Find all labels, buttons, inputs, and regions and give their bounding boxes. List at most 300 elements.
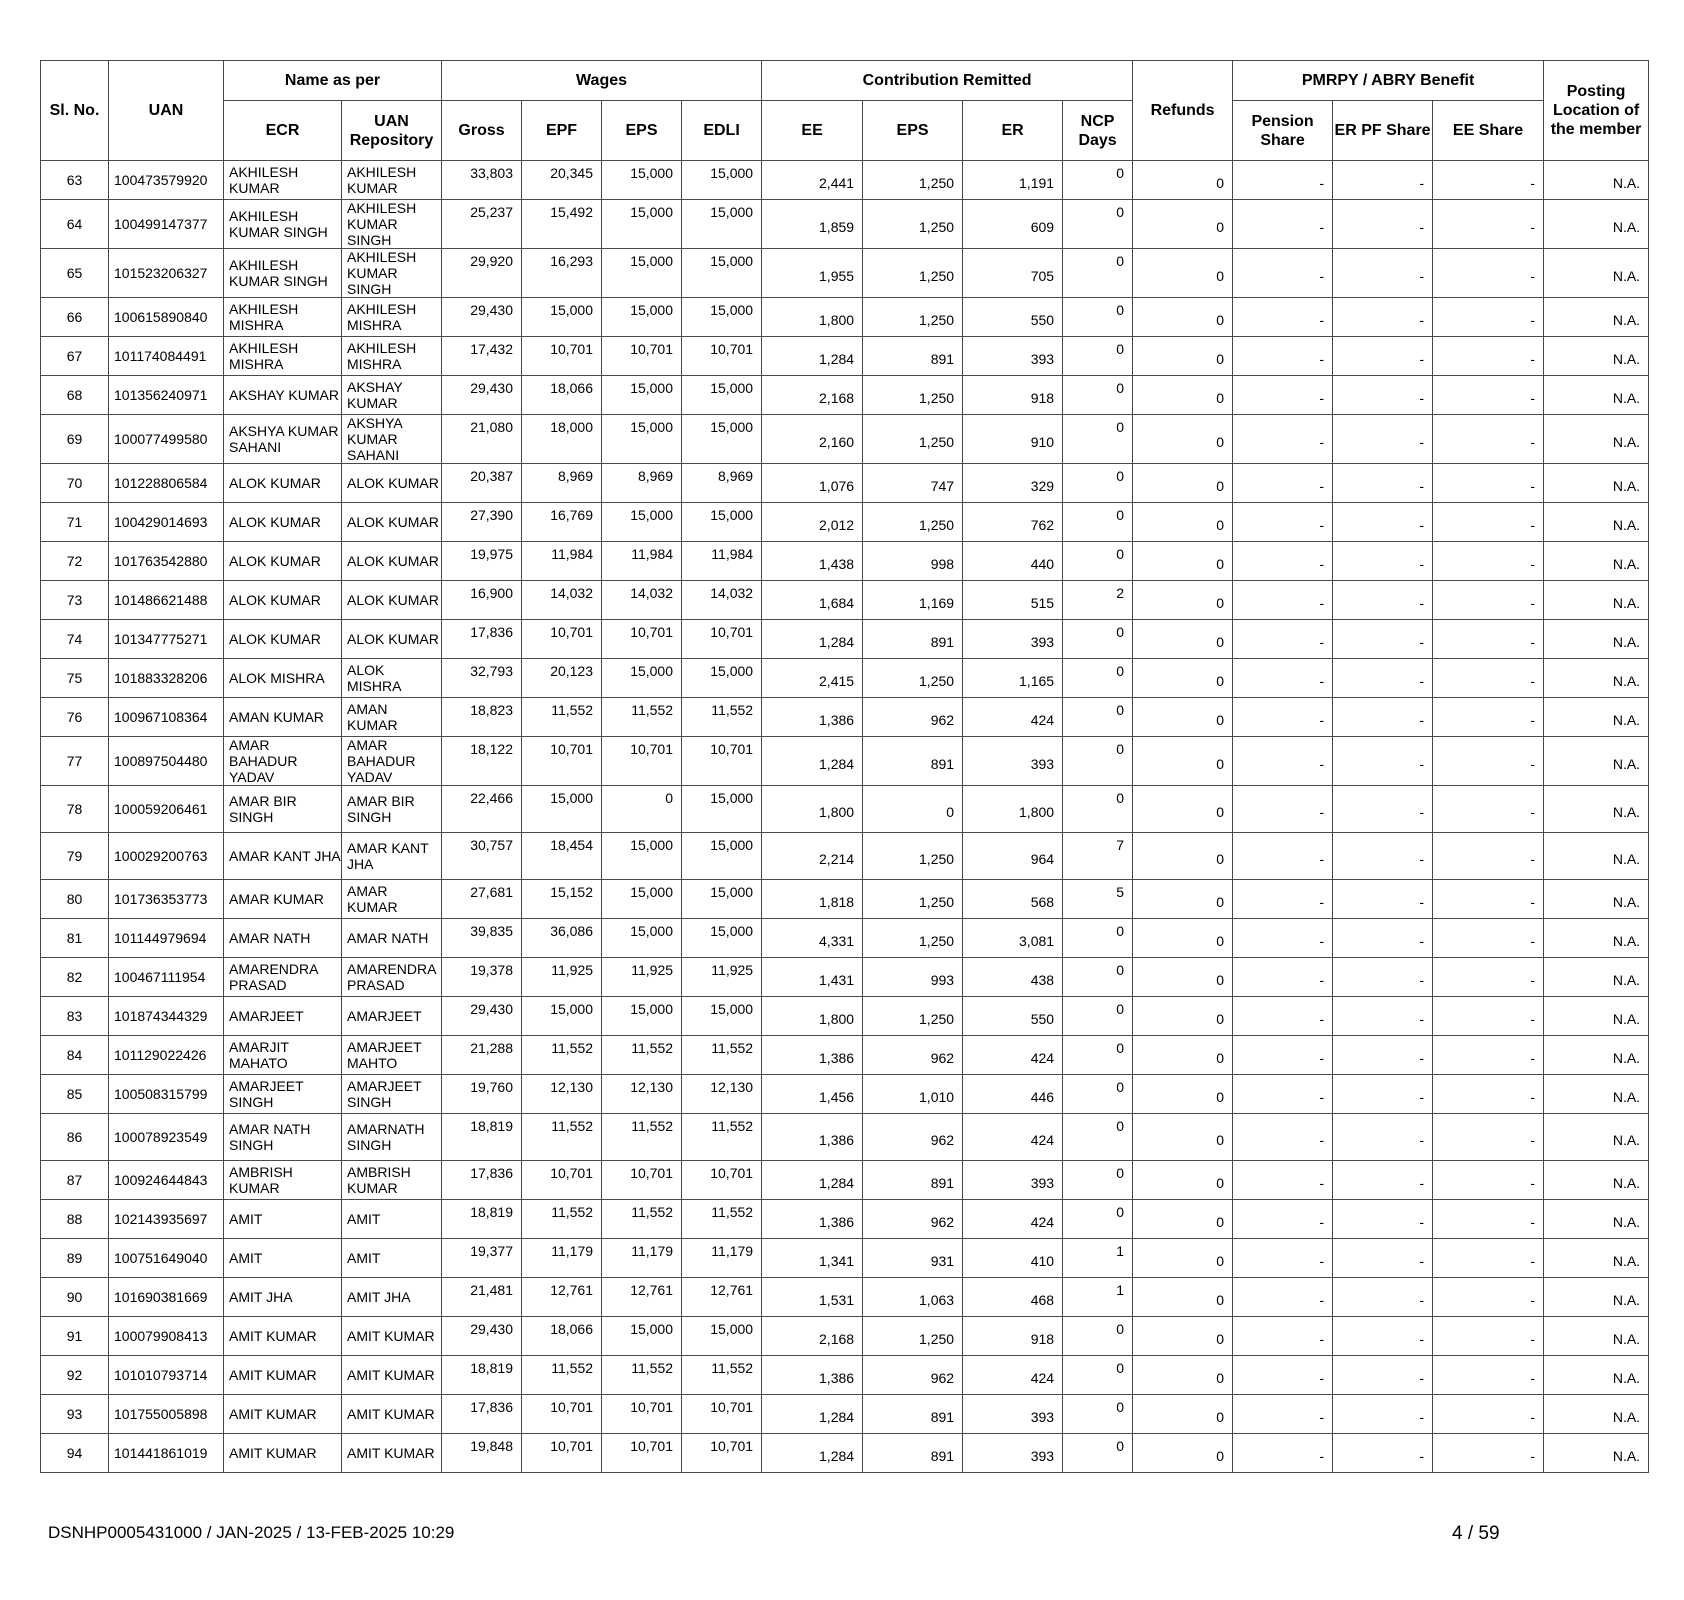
edli-wages-cell: 10,701	[682, 620, 762, 659]
er-pf-share-cell: -	[1333, 1075, 1433, 1114]
er-pf-share-cell: -	[1333, 542, 1433, 581]
header-uan-repository: UAN Repository	[342, 101, 442, 161]
ee-share-cell: -	[1433, 620, 1544, 659]
edli-wages-cell: 15,000	[682, 833, 762, 880]
ncp-days-cell: 0	[1063, 919, 1133, 958]
ee-share-cell: -	[1433, 298, 1544, 337]
ncp-days-cell: 0	[1063, 542, 1133, 581]
ee-share-cell: -	[1433, 503, 1544, 542]
er-contribution-cell: 424	[963, 1356, 1063, 1395]
posting-location-cell: N.A.	[1544, 464, 1649, 503]
eps-contribution-cell: 1,250	[863, 997, 963, 1036]
ee-contribution-cell: 2,012	[762, 503, 863, 542]
ncp-days-cell: 0	[1063, 415, 1133, 464]
er-contribution-cell: 515	[963, 581, 1063, 620]
table-row	[41, 542, 1649, 581]
ee-share-cell: -	[1433, 1161, 1544, 1200]
table-row	[41, 620, 1649, 659]
pension-share-cell: -	[1233, 1036, 1333, 1075]
header-contribution-eps: EPS	[863, 101, 963, 161]
edli-wages-cell: 11,552	[682, 698, 762, 737]
table-row	[41, 581, 1649, 620]
gross-wages-cell: 19,377	[442, 1239, 522, 1278]
pension-share-cell: -	[1233, 581, 1333, 620]
uan-cell: 101755005898	[109, 1395, 224, 1434]
header-er: ER	[963, 101, 1063, 161]
posting-location-cell: N.A.	[1544, 919, 1649, 958]
uan-cell: 100508315799	[109, 1075, 224, 1114]
uan-cell: 101441861019	[109, 1434, 224, 1473]
pension-share-cell: -	[1233, 698, 1333, 737]
ncp-days-cell: 0	[1063, 337, 1133, 376]
er-pf-share-cell: -	[1333, 337, 1433, 376]
epf-wages-cell: 10,701	[522, 337, 602, 376]
ncp-days-cell: 0	[1063, 1434, 1133, 1473]
pension-share-cell: -	[1233, 161, 1333, 200]
ee-contribution-cell: 1,955	[762, 249, 863, 298]
ecr-name-cell: AMAR BIR SINGH	[224, 786, 342, 833]
posting-location-cell: N.A.	[1544, 1200, 1649, 1239]
eps-wages-cell: 12,761	[602, 1278, 682, 1317]
edli-wages-cell: 15,000	[682, 415, 762, 464]
ncp-days-cell: 0	[1063, 464, 1133, 503]
gross-wages-cell: 18,819	[442, 1356, 522, 1395]
ncp-days-cell: 0	[1063, 1075, 1133, 1114]
ee-share-cell: -	[1433, 1317, 1544, 1356]
gross-wages-cell: 16,900	[442, 581, 522, 620]
repository-name-cell: AMAR BAHADUR YADAV	[342, 737, 442, 786]
uan-cell: 101763542880	[109, 542, 224, 581]
pension-share-cell: -	[1233, 659, 1333, 698]
posting-location-cell: N.A.	[1544, 698, 1649, 737]
er-pf-share-cell: -	[1333, 200, 1433, 249]
ee-contribution-cell: 1,386	[762, 1200, 863, 1239]
eps-wages-cell: 11,552	[602, 1114, 682, 1161]
edli-wages-cell: 10,701	[682, 337, 762, 376]
er-contribution-cell: 440	[963, 542, 1063, 581]
epf-wages-cell: 10,701	[522, 1434, 602, 1473]
ecr-name-cell: AMIT	[224, 1239, 342, 1278]
sl-no-cell: 81	[41, 919, 109, 958]
refunds-cell: 0	[1133, 249, 1233, 298]
er-contribution-cell: 910	[963, 415, 1063, 464]
uan-cell: 101174084491	[109, 337, 224, 376]
table-row	[41, 1114, 1649, 1161]
ecr-contribution-table	[40, 60, 1649, 1473]
epf-wages-cell: 18,000	[522, 415, 602, 464]
repository-name-cell: AMIT KUMAR	[342, 1434, 442, 1473]
ncp-days-cell: 0	[1063, 997, 1133, 1036]
uan-cell: 100079908413	[109, 1317, 224, 1356]
ee-share-cell: -	[1433, 659, 1544, 698]
er-pf-share-cell: -	[1333, 958, 1433, 997]
eps-contribution-cell: 1,250	[863, 880, 963, 919]
refunds-cell: 0	[1133, 464, 1233, 503]
eps-wages-cell: 15,000	[602, 200, 682, 249]
refunds-cell: 0	[1133, 833, 1233, 880]
ee-share-cell: -	[1433, 698, 1544, 737]
sl-no-cell: 63	[41, 161, 109, 200]
eps-contribution-cell: 1,250	[863, 919, 963, 958]
ecr-name-cell: AMARJEET	[224, 997, 342, 1036]
eps-wages-cell: 10,701	[602, 1395, 682, 1434]
table-row	[41, 1395, 1649, 1434]
ee-contribution-cell: 4,331	[762, 919, 863, 958]
eps-contribution-cell: 931	[863, 1239, 963, 1278]
repository-name-cell: AMARJEET MAHTO	[342, 1036, 442, 1075]
eps-contribution-cell: 962	[863, 1036, 963, 1075]
er-contribution-cell: 393	[963, 337, 1063, 376]
posting-location-cell: N.A.	[1544, 1278, 1649, 1317]
posting-location-cell: N.A.	[1544, 737, 1649, 786]
pension-share-cell: -	[1233, 1395, 1333, 1434]
edli-wages-cell: 15,000	[682, 376, 762, 415]
er-contribution-cell: 550	[963, 997, 1063, 1036]
ncp-days-cell: 1	[1063, 1278, 1133, 1317]
er-pf-share-cell: -	[1333, 415, 1433, 464]
repository-name-cell: AKSHAY KUMAR	[342, 376, 442, 415]
posting-location-cell: N.A.	[1544, 337, 1649, 376]
ecr-name-cell: AMBRISH KUMAR	[224, 1161, 342, 1200]
er-pf-share-cell: -	[1333, 581, 1433, 620]
refunds-cell: 0	[1133, 1317, 1233, 1356]
header-er-pf-share: ER PF Share	[1333, 101, 1433, 161]
table-row	[41, 1434, 1649, 1473]
table-row	[41, 1239, 1649, 1278]
ee-contribution-cell: 1,800	[762, 298, 863, 337]
refunds-cell: 0	[1133, 542, 1233, 581]
gross-wages-cell: 29,430	[442, 298, 522, 337]
ncp-days-cell: 0	[1063, 249, 1133, 298]
refunds-cell: 0	[1133, 737, 1233, 786]
eps-wages-cell: 11,925	[602, 958, 682, 997]
gross-wages-cell: 29,430	[442, 1317, 522, 1356]
eps-wages-cell: 11,984	[602, 542, 682, 581]
posting-location-cell: N.A.	[1544, 786, 1649, 833]
sl-no-cell: 94	[41, 1434, 109, 1473]
ee-share-cell: -	[1433, 958, 1544, 997]
repository-name-cell: AMIT JHA	[342, 1278, 442, 1317]
pension-share-cell: -	[1233, 376, 1333, 415]
er-contribution-cell: 964	[963, 833, 1063, 880]
ecr-name-cell: AMIT KUMAR	[224, 1356, 342, 1395]
er-contribution-cell: 3,081	[963, 919, 1063, 958]
repository-name-cell: ALOK KUMAR	[342, 581, 442, 620]
ecr-name-cell: ALOK KUMAR	[224, 620, 342, 659]
er-pf-share-cell: -	[1333, 1114, 1433, 1161]
gross-wages-cell: 18,122	[442, 737, 522, 786]
posting-location-cell: N.A.	[1544, 1036, 1649, 1075]
ncp-days-cell: 0	[1063, 1036, 1133, 1075]
eps-contribution-cell: 1,250	[863, 503, 963, 542]
eps-contribution-cell: 891	[863, 1434, 963, 1473]
pension-share-cell: -	[1233, 1278, 1333, 1317]
edli-wages-cell: 10,701	[682, 737, 762, 786]
epf-wages-cell: 11,552	[522, 1036, 602, 1075]
er-pf-share-cell: -	[1333, 833, 1433, 880]
eps-contribution-cell: 962	[863, 1200, 963, 1239]
repository-name-cell: AKSHYA KUMAR SAHANI	[342, 415, 442, 464]
gross-wages-cell: 18,819	[442, 1200, 522, 1239]
epf-wages-cell: 15,000	[522, 786, 602, 833]
pension-share-cell: -	[1233, 1239, 1333, 1278]
er-pf-share-cell: -	[1333, 376, 1433, 415]
ee-share-cell: -	[1433, 1200, 1544, 1239]
gross-wages-cell: 29,920	[442, 249, 522, 298]
gross-wages-cell: 18,823	[442, 698, 522, 737]
edli-wages-cell: 14,032	[682, 581, 762, 620]
eps-contribution-cell: 1,250	[863, 376, 963, 415]
refunds-cell: 0	[1133, 337, 1233, 376]
ee-share-cell: -	[1433, 337, 1544, 376]
ee-contribution-cell: 1,386	[762, 698, 863, 737]
header-ee-share: EE Share	[1433, 101, 1544, 161]
table-row	[41, 958, 1649, 997]
gross-wages-cell: 21,080	[442, 415, 522, 464]
header-pmrpy-abry-benefit: PMRPY / ABRY Benefit	[1233, 61, 1544, 101]
refunds-cell: 0	[1133, 376, 1233, 415]
edli-wages-cell: 15,000	[682, 503, 762, 542]
epf-wages-cell: 18,454	[522, 833, 602, 880]
er-contribution-cell: 424	[963, 1200, 1063, 1239]
pension-share-cell: -	[1233, 249, 1333, 298]
pension-share-cell: -	[1233, 200, 1333, 249]
table-row	[41, 1278, 1649, 1317]
ncp-days-cell: 0	[1063, 620, 1133, 659]
edli-wages-cell: 15,000	[682, 919, 762, 958]
sl-no-cell: 71	[41, 503, 109, 542]
eps-wages-cell: 14,032	[602, 581, 682, 620]
eps-contribution-cell: 1,250	[863, 249, 963, 298]
ee-share-cell: -	[1433, 1075, 1544, 1114]
posting-location-cell: N.A.	[1544, 958, 1649, 997]
table-row	[41, 298, 1649, 337]
posting-location-cell: N.A.	[1544, 620, 1649, 659]
ecr-name-cell: AMAR KUMAR	[224, 880, 342, 919]
eps-wages-cell: 11,552	[602, 1036, 682, 1075]
table-row	[41, 376, 1649, 415]
eps-wages-cell: 0	[602, 786, 682, 833]
er-contribution-cell: 918	[963, 1317, 1063, 1356]
ncp-days-cell: 0	[1063, 958, 1133, 997]
table-row	[41, 1161, 1649, 1200]
posting-location-cell: N.A.	[1544, 659, 1649, 698]
eps-wages-cell: 11,179	[602, 1239, 682, 1278]
ncp-days-cell: 0	[1063, 503, 1133, 542]
edli-wages-cell: 15,000	[682, 880, 762, 919]
edli-wages-cell: 12,761	[682, 1278, 762, 1317]
eps-contribution-cell: 1,250	[863, 659, 963, 698]
ecr-name-cell: AMARJIT MAHATO	[224, 1036, 342, 1075]
ncp-days-cell: 0	[1063, 786, 1133, 833]
header-posting-location: Posting Location of the member	[1544, 61, 1649, 161]
posting-location-cell: N.A.	[1544, 1114, 1649, 1161]
ee-contribution-cell: 2,214	[762, 833, 863, 880]
pension-share-cell: -	[1233, 1317, 1333, 1356]
er-contribution-cell: 393	[963, 1395, 1063, 1434]
table-row	[41, 919, 1649, 958]
uan-cell: 100924644843	[109, 1161, 224, 1200]
epf-wages-cell: 12,761	[522, 1278, 602, 1317]
edli-wages-cell: 11,984	[682, 542, 762, 581]
er-contribution-cell: 393	[963, 1161, 1063, 1200]
er-pf-share-cell: -	[1333, 659, 1433, 698]
edli-wages-cell: 11,925	[682, 958, 762, 997]
repository-name-cell: ALOK KUMAR	[342, 503, 442, 542]
eps-wages-cell: 10,701	[602, 337, 682, 376]
ecr-name-cell: AKHILESH KUMAR SINGH	[224, 249, 342, 298]
repository-name-cell: AMIT KUMAR	[342, 1395, 442, 1434]
uan-cell: 101144979694	[109, 919, 224, 958]
sl-no-cell: 92	[41, 1356, 109, 1395]
pension-share-cell: -	[1233, 298, 1333, 337]
er-contribution-cell: 918	[963, 376, 1063, 415]
er-contribution-cell: 424	[963, 1036, 1063, 1075]
posting-location-cell: N.A.	[1544, 200, 1649, 249]
eps-wages-cell: 10,701	[602, 1434, 682, 1473]
sl-no-cell: 84	[41, 1036, 109, 1075]
uan-cell: 100473579920	[109, 161, 224, 200]
refunds-cell: 0	[1133, 880, 1233, 919]
er-contribution-cell: 568	[963, 880, 1063, 919]
eps-wages-cell: 10,701	[602, 620, 682, 659]
ee-contribution-cell: 1,386	[762, 1114, 863, 1161]
table-row	[41, 200, 1649, 249]
uan-cell: 101010793714	[109, 1356, 224, 1395]
header-eps: EPS	[602, 101, 682, 161]
pension-share-cell: -	[1233, 997, 1333, 1036]
eps-wages-cell: 11,552	[602, 1200, 682, 1239]
ee-share-cell: -	[1433, 833, 1544, 880]
eps-contribution-cell: 1,010	[863, 1075, 963, 1114]
ecr-name-cell: AKSHYA KUMAR SAHANI	[224, 415, 342, 464]
epf-wages-cell: 16,293	[522, 249, 602, 298]
sl-no-cell: 74	[41, 620, 109, 659]
epf-wages-cell: 18,066	[522, 1317, 602, 1356]
gross-wages-cell: 39,835	[442, 919, 522, 958]
eps-contribution-cell: 1,250	[863, 1317, 963, 1356]
repository-name-cell: AMIT	[342, 1239, 442, 1278]
er-pf-share-cell: -	[1333, 698, 1433, 737]
ncp-days-cell: 0	[1063, 1317, 1133, 1356]
repository-name-cell: ALOK KUMAR	[342, 464, 442, 503]
sl-no-cell: 76	[41, 698, 109, 737]
refunds-cell: 0	[1133, 1278, 1233, 1317]
ecr-name-cell: AMIT JHA	[224, 1278, 342, 1317]
pension-share-cell: -	[1233, 786, 1333, 833]
refunds-cell: 0	[1133, 1395, 1233, 1434]
eps-wages-cell: 10,701	[602, 1161, 682, 1200]
ecr-name-cell: AMAN KUMAR	[224, 698, 342, 737]
header-ncp-days: NCP Days	[1063, 101, 1133, 161]
eps-wages-cell: 10,701	[602, 737, 682, 786]
eps-wages-cell: 12,130	[602, 1075, 682, 1114]
sl-no-cell: 67	[41, 337, 109, 376]
eps-contribution-cell: 1,250	[863, 200, 963, 249]
table-row	[41, 503, 1649, 542]
er-contribution-cell: 329	[963, 464, 1063, 503]
refunds-cell: 0	[1133, 620, 1233, 659]
ncp-days-cell: 1	[1063, 1239, 1133, 1278]
er-pf-share-cell: -	[1333, 1239, 1433, 1278]
sl-no-cell: 91	[41, 1317, 109, 1356]
ncp-days-cell: 0	[1063, 1356, 1133, 1395]
er-pf-share-cell: -	[1333, 1317, 1433, 1356]
sl-no-cell: 69	[41, 415, 109, 464]
table-row	[41, 737, 1649, 786]
posting-location-cell: N.A.	[1544, 415, 1649, 464]
header-edli: EDLI	[682, 101, 762, 161]
gross-wages-cell: 19,378	[442, 958, 522, 997]
gross-wages-cell: 20,387	[442, 464, 522, 503]
ecr-name-cell: AMIT KUMAR	[224, 1395, 342, 1434]
sl-no-cell: 64	[41, 200, 109, 249]
er-pf-share-cell: -	[1333, 737, 1433, 786]
uan-cell: 101523206327	[109, 249, 224, 298]
er-contribution-cell: 424	[963, 1114, 1063, 1161]
ncp-days-cell: 2	[1063, 581, 1133, 620]
pension-share-cell: -	[1233, 542, 1333, 581]
gross-wages-cell: 17,836	[442, 1161, 522, 1200]
pension-share-cell: -	[1233, 1200, 1333, 1239]
edli-wages-cell: 15,000	[682, 200, 762, 249]
eps-contribution-cell: 1,250	[863, 161, 963, 200]
gross-wages-cell: 17,836	[442, 620, 522, 659]
refunds-cell: 0	[1133, 200, 1233, 249]
ee-contribution-cell: 1,284	[762, 737, 863, 786]
ee-contribution-cell: 1,284	[762, 1161, 863, 1200]
table-row	[41, 698, 1649, 737]
ee-contribution-cell: 1,341	[762, 1239, 863, 1278]
eps-wages-cell: 15,000	[602, 659, 682, 698]
ee-contribution-cell: 2,168	[762, 1317, 863, 1356]
epf-wages-cell: 15,000	[522, 298, 602, 337]
gross-wages-cell: 18,819	[442, 1114, 522, 1161]
repository-name-cell: ALOK KUMAR	[342, 542, 442, 581]
refunds-cell: 0	[1133, 581, 1233, 620]
ee-contribution-cell: 1,684	[762, 581, 863, 620]
gross-wages-cell: 29,430	[442, 376, 522, 415]
epf-wages-cell: 10,701	[522, 737, 602, 786]
pension-share-cell: -	[1233, 337, 1333, 376]
table-row	[41, 464, 1649, 503]
ee-contribution-cell: 2,168	[762, 376, 863, 415]
uan-cell: 101883328206	[109, 659, 224, 698]
gross-wages-cell: 19,975	[442, 542, 522, 581]
ee-contribution-cell: 1,438	[762, 542, 863, 581]
repository-name-cell: AMBRISH KUMAR	[342, 1161, 442, 1200]
epf-wages-cell: 11,984	[522, 542, 602, 581]
table-row	[41, 161, 1649, 200]
sl-no-cell: 79	[41, 833, 109, 880]
ncp-days-cell: 5	[1063, 880, 1133, 919]
ee-contribution-cell: 1,284	[762, 620, 863, 659]
page-indicator: 4 / 59	[1452, 1523, 1500, 1544]
epf-wages-cell: 8,969	[522, 464, 602, 503]
posting-location-cell: N.A.	[1544, 1239, 1649, 1278]
gross-wages-cell: 27,681	[442, 880, 522, 919]
gross-wages-cell: 19,848	[442, 1434, 522, 1473]
eps-contribution-cell: 891	[863, 620, 963, 659]
table-row	[41, 1075, 1649, 1114]
er-pf-share-cell: -	[1333, 464, 1433, 503]
ee-share-cell: -	[1433, 1278, 1544, 1317]
repository-name-cell: AMAR KUMAR	[342, 880, 442, 919]
ee-share-cell: -	[1433, 880, 1544, 919]
gross-wages-cell: 32,793	[442, 659, 522, 698]
uan-cell: 100029200763	[109, 833, 224, 880]
er-contribution-cell: 393	[963, 620, 1063, 659]
